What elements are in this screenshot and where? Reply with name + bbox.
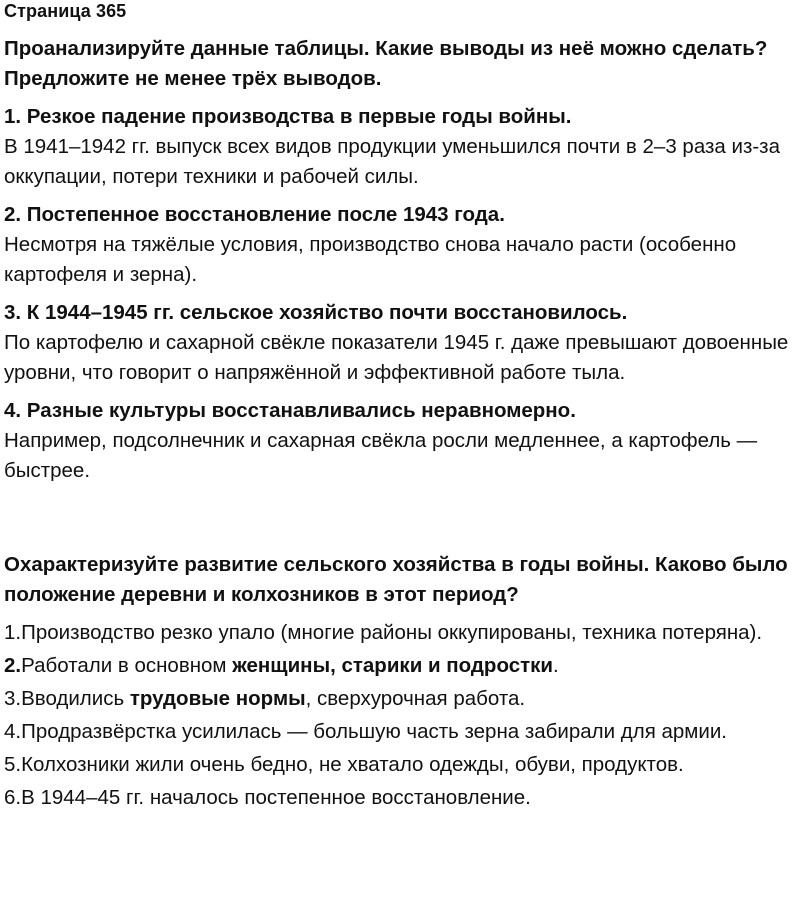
list-text: В 1944–45 гг. началось постепенное восстановление. bbox=[21, 786, 531, 809]
conclusion-3 bbox=[4, 298, 796, 388]
conclusion-text: Несмотря на тяжёлые условия, производство снова начало расти (особенно картофеля и зерна). bbox=[4, 233, 737, 286]
list-number: 3. bbox=[4, 687, 22, 710]
conclusion-heading: 2. Постепенное восстановление после 1943 года. bbox=[4, 203, 505, 226]
list-number: 4. bbox=[4, 720, 22, 743]
list-item bbox=[4, 618, 796, 648]
list-text: Продразвёрстка усилилась — большую часть зерна забирали для армии. bbox=[21, 720, 727, 743]
section-characterize bbox=[4, 550, 796, 816]
answer-list bbox=[4, 618, 796, 813]
list-text: Работали в основном женщины, старики и подростки. bbox=[21, 654, 559, 677]
list-number: 6. bbox=[4, 786, 22, 809]
conclusion-heading: 1. Резкое падение производства в первые годы войны. bbox=[4, 105, 572, 128]
conclusion-text: В 1941–1942 гг. выпуск всех видов продукции уменьшился почти в 2–3 раза из-за оккупации, потери техники и рабочей силы. bbox=[4, 135, 780, 188]
list-item bbox=[4, 651, 796, 681]
conclusion-text: По картофелю и сахарной свёкле показатели 1945 г. даже превышают довоенные уровни, что говорит о напряжённой и эффективной работе тыла. bbox=[4, 331, 789, 384]
list-text: Вводились трудовые нормы, сверхурочная работа. bbox=[21, 687, 526, 710]
list-number: 2. bbox=[4, 654, 22, 677]
section-analysis bbox=[4, 34, 796, 486]
list-number: 5. bbox=[4, 753, 22, 776]
conclusion-text: Например, подсолнечник и сахарная свёкла росли медленнее, а картофель — быстрее. bbox=[4, 429, 758, 482]
conclusion-4 bbox=[4, 396, 796, 486]
page-label: Страница 365 bbox=[4, 1, 127, 21]
list-item bbox=[4, 684, 796, 714]
conclusion-2 bbox=[4, 200, 796, 290]
list-item bbox=[4, 750, 796, 780]
conclusion-1 bbox=[4, 102, 796, 192]
list-item bbox=[4, 717, 796, 747]
question-2: Охарактеризуйте развитие сельского хозяйства в годы войны. Каково было положение деревни и колхозников в этот период? bbox=[4, 553, 788, 606]
conclusion-heading: 4. Разные культуры восстанавливались неравномерно. bbox=[4, 399, 576, 422]
list-text: Производство резко упало (многие районы оккупированы, техника потеряна). bbox=[21, 621, 763, 644]
conclusion-heading: 3. К 1944–1945 гг. сельское хозяйство почти восстановилось. bbox=[4, 301, 628, 324]
question-1: Проанализируйте данные таблицы. Какие выводы из неё можно сделать? Предложите не менее трёх выводов. bbox=[4, 37, 768, 90]
list-item bbox=[4, 783, 796, 813]
list-number: 1. bbox=[4, 621, 22, 644]
list-text: Колхозники жили очень бедно, не хватало одежды, обуви, продуктов. bbox=[21, 753, 684, 776]
